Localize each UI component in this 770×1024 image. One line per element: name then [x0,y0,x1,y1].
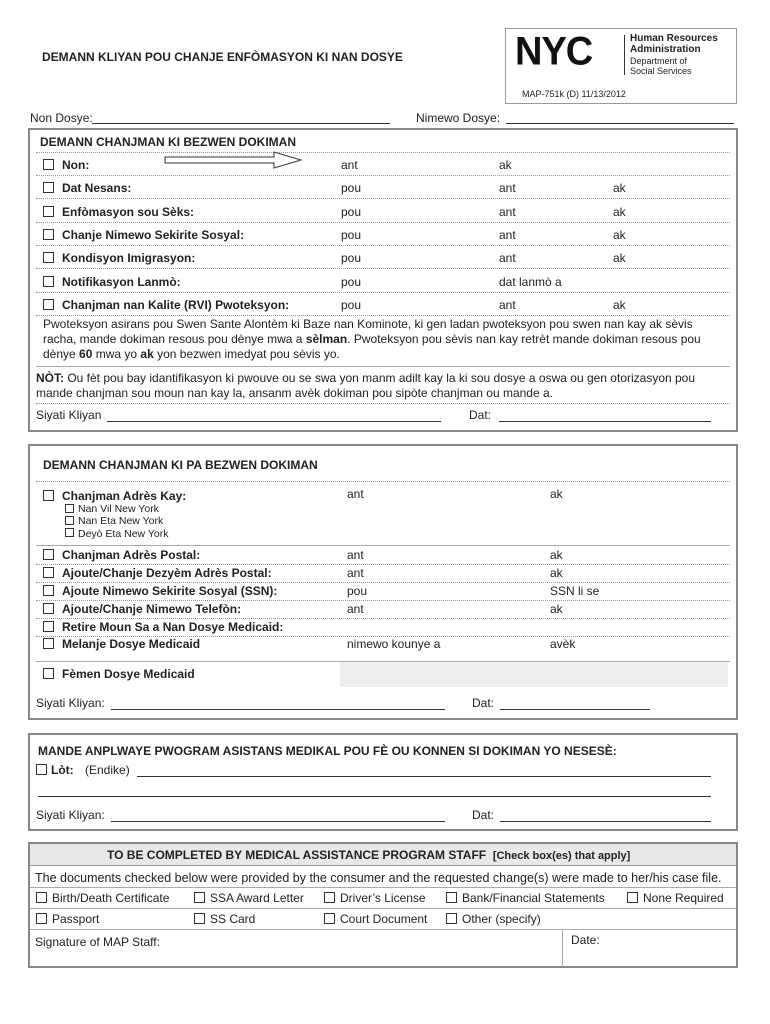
section1-row-label: Dat Nesans: [62,181,132,195]
staff-doc-checkbox[interactable] [446,892,457,903]
section1-row-c2: ak [499,158,512,172]
staff-doc-option[interactable] [324,891,426,905]
staff-doc-label: SS Card [210,912,256,926]
staff-doc-option[interactable] [446,912,541,926]
section1-row-2[interactable] [43,205,194,219]
section1-title: DEMANN CHANJMAN KI BEZWEN DOKIMAN [40,135,296,149]
section1-row-c1: pou [341,251,362,265]
section3-signature-field[interactable] [111,821,445,822]
case-name-label: Non Dosye: [30,111,93,125]
section2-date-label: Dat: [472,696,495,710]
staff-doc-option[interactable] [36,891,169,905]
nyc-logo: NYC [515,29,593,75]
form-number: MAP-751k (D) 11/13/2012 [522,89,626,99]
suboption-checkbox[interactable] [65,516,74,525]
staff-doc-option[interactable] [194,912,255,926]
staff-doc-label: Birth/Death Certificate [52,891,170,905]
coverage-paragraph: Pwoteksyon asirans pou Swen Sante Alontèm ki Baze nan Kominote, ki gen ladan pwoteksyon pou swen nan kay ak sèvis racha, mande dokiman resous pou dènye mwa a sèlman. Pwoteksyon pou sèvis nan kay retrèt mande dokiman resous pou dènye 60 mwa yo ak yon bezwen imedyat pou sèvis yo. [43,317,701,361]
section1-row-label: Chanjman nan Kalite (RVI) Pwoteksyon: [62,298,290,312]
section1-row-checkbox[interactable] [43,229,54,240]
other-checkbox[interactable] [36,764,47,775]
staff-doc-checkbox[interactable] [324,913,335,924]
section1-row-3[interactable] [43,228,244,242]
section1-row-c1: pou [341,181,362,195]
section1-title-rule [36,152,730,153]
section2-row-c1: pou [347,584,368,598]
case-name-field[interactable] [92,123,390,124]
section2-row-2[interactable] [43,584,277,598]
address-suboption[interactable] [65,528,168,540]
section1-row-5[interactable] [43,275,181,289]
section1-row-rule [36,222,730,223]
section1-row-label: Chanje Nimewo Sekirite Sosyal: [62,228,245,242]
arrow-icon [164,150,304,170]
section1-row-c2: ant [499,181,516,195]
staff-divider1 [30,887,736,888]
section2-row-label: Ajoute/Chanje Dezyèm Adrès Postal: [62,566,272,580]
staff-doc-checkbox[interactable] [194,913,205,924]
section1-date-label: Dat: [469,408,492,422]
section1-row-1[interactable] [43,181,131,195]
staff-doc-label: None Required [643,891,724,905]
section2-row-0[interactable] [43,548,200,562]
section2-row-checkbox[interactable] [43,638,54,649]
section1-row-rule [36,198,730,199]
close-case-row[interactable]: Fèmen Dosye Medicaid [43,667,195,681]
other-field-line2[interactable] [38,796,711,797]
section2-row-rule [36,582,730,583]
section1-signature-field[interactable] [107,421,441,422]
section2-row-c2: avèk [550,637,576,651]
section2-row-checkbox[interactable] [43,567,54,578]
section1-row-label: Kondisyon Imigrasyon: [62,251,196,265]
section2-date-field[interactable] [500,709,650,710]
agency-name-line2: Administration [630,44,701,55]
section1-row-c2: ant [499,205,516,219]
other-row[interactable]: Lòt: [36,763,74,777]
note-divider [36,366,730,367]
suboption-checkbox[interactable] [65,528,74,537]
section1-signature-label: Siyati Kliyan [36,408,102,422]
home-address-to: ak [550,487,563,501]
section2-row-c2: SSN li se [550,584,600,598]
staff-divider3 [30,929,736,930]
section1-row-c1: pou [341,298,362,312]
section2-row-label: Melanje Dosye Medicaid [62,637,201,651]
form-title: DEMANN KLIYAN POU CHANJE ENFÒMASYON KI NAN DOSYE [42,50,403,64]
section1-row-rule [36,245,730,246]
staff-doc-checkbox[interactable] [194,892,205,903]
home-address-row[interactable]: Chanjman Adrès Kay: [43,489,186,503]
agency-header-box [505,28,737,104]
section2-row-label: Ajoute Nimewo Sekirite Sosyal (SSN): [62,584,278,598]
section1-row-checkbox[interactable] [43,206,54,217]
section2-row-c2: ak [550,566,563,580]
section1-row-checkbox[interactable] [43,276,54,287]
section1-row-c1: pou [341,228,362,242]
section1-row-label: Notifikasyon Lanmò: [62,275,181,289]
section1-row-c2: ant [499,228,516,242]
section2-signature-field[interactable] [111,709,445,710]
section1-row-c3: ak [613,298,626,312]
section2-row-label: Chanjman Adrès Postal: [62,548,201,562]
section1-row-checkbox[interactable] [43,182,54,193]
section2-row-c1: nimewo kounye a [347,637,441,651]
section3-title: MANDE ANPLWAYE PWOGRAM ASISTANS MEDIKAL POU FÈ OU KONNEN SI DOKIMAN YO NESESÈ: [38,744,617,758]
staff-doc-label: Passport [52,912,100,926]
suboption-checkbox[interactable] [65,504,74,513]
section1-row-6[interactable] [43,298,289,312]
staff-divider2 [30,908,736,909]
section2-row-checkbox[interactable] [43,549,54,560]
section2-row-3[interactable] [43,602,241,616]
logo-divider [624,35,625,75]
section1-row-label: Enfòmasyon sou Sèks: [62,205,195,219]
section1-row-checkbox[interactable] [43,299,54,310]
home-address-from: ant [347,487,364,501]
section1-date-field[interactable] [499,421,711,422]
section2-row-c1: ant [347,548,364,562]
staff-signature-date-divider [562,929,563,967]
section1-row-c3: ak [613,205,626,219]
section1-row-checkbox[interactable] [43,159,54,170]
suboption-label: Deyò Eta New York [78,527,169,540]
section3-date-label: Dat: [472,808,495,822]
staff-doc-label: Driver’s License [340,891,426,905]
section2-row-1[interactable] [43,566,272,580]
case-number-label: Nimewo Dosye: [416,111,501,125]
section2-row-c2: ak [550,602,563,616]
staff-doc-checkbox[interactable] [627,892,638,903]
suboption-label: Nan Vil New York [78,503,159,515]
section2-row-rule [36,618,730,619]
staff-doc-label: Court Document [340,912,428,926]
section1-row-0[interactable] [43,158,89,172]
section1-row-c1: pou [341,275,362,289]
staff-doc-checkbox[interactable] [36,913,47,924]
section2-row-checkbox[interactable] [43,585,54,596]
section1-row-checkbox[interactable] [43,252,54,263]
section2-row-checkbox[interactable] [43,621,54,632]
staff-doc-option[interactable] [324,912,427,926]
close-case-shaded [340,662,728,687]
staff-doc-checkbox[interactable] [446,913,457,924]
staff-doc-option[interactable] [194,891,304,905]
other-field-line1[interactable] [137,776,711,777]
staff-doc-checkbox[interactable] [36,892,47,903]
address-divider [36,545,730,546]
section2-row-c1: ant [347,602,364,616]
section1-row-c3: ak [613,228,626,242]
section1-row-rule [36,175,730,176]
section1-row-c1: ant [341,158,358,172]
staff-doc-label: Other (specify) [462,912,541,926]
section1-row-c2: ant [499,298,516,312]
staff-statement: The documents checked below were provided by the consumer and the requested change(s) were made to her/his case file. [35,871,722,885]
staff-doc-option[interactable] [36,912,99,926]
section1-row-rule [36,268,730,269]
section2-row-rule [36,564,730,565]
section1-row-c3: ak [613,181,626,195]
suboption-label: Nan Eta New York [78,515,164,528]
staff-doc-label: SSA Award Letter [210,891,304,905]
section1-row-c2: ant [499,251,516,265]
section1-row-rule [36,315,730,316]
agency-name-line4: Social Services [630,66,692,76]
staff-doc-label: Bank/Financial Statements [462,891,605,905]
section2-row-label: Ajoute/Chanje Nimewo Telefòn: [62,602,242,616]
address-suboption[interactable] [65,515,163,527]
staff-doc-option[interactable] [627,891,724,905]
note-paragraph: NÒT: Ou fèt pou bay idantifikasyon ki pwouve ou se swa yon manm adilt kay la ki sou dosye a oswa ou gen otorizasyon pou mande chanjman sou moun nan kay la, ansanm avèk dokiman pou sipòte chanjman ou mande a. [36,371,696,400]
section2-row-4[interactable] [43,620,283,634]
section2-row-label: Retire Moun Sa a Nan Dosye Medicaid: [62,620,284,634]
address-suboption[interactable] [65,503,159,515]
staff-title: TO BE COMPLETED BY MEDICAL ASSISTANCE PROGRAM STAFF [Check box(es) that apply] [107,848,631,862]
agency-name-line3: Department of [630,56,688,66]
staff-doc-option[interactable] [446,891,605,905]
section3-signature-label: Siyati Kliyan: [36,808,105,822]
note-rule [36,403,730,404]
section2-row-checkbox[interactable] [43,603,54,614]
section2-row-5[interactable] [43,637,200,651]
section1-row-4[interactable] [43,251,195,265]
section2-row-c1: ant [347,566,364,580]
section1-row-rule [36,292,730,293]
section2-title-rule [36,481,730,482]
close-case-checkbox[interactable] [43,668,54,679]
staff-doc-checkbox[interactable] [324,892,335,903]
section1-row-c3: ak [613,251,626,265]
staff-signature-label: Signature of MAP Staff: [35,935,160,949]
agency-name-line1: Human Resources [630,33,718,44]
section2-row-rule [36,600,730,601]
case-number-field[interactable] [506,123,734,124]
section1-row-c1: pou [341,205,362,219]
section2-signature-label: Siyati Kliyan: [36,696,105,710]
section2-row-c2: ak [550,548,563,562]
home-address-checkbox[interactable] [43,490,54,501]
section1-row-c2: dat lanmò a [499,275,562,289]
staff-date-label: Date: [571,933,600,947]
section2-title: DEMANN CHANJMAN KI PA BEZWEN DOKIMAN [43,458,318,472]
other-hint: (Endike) [85,763,130,777]
section1-row-label: Non: [62,158,90,172]
section3-date-field[interactable] [500,821,711,822]
